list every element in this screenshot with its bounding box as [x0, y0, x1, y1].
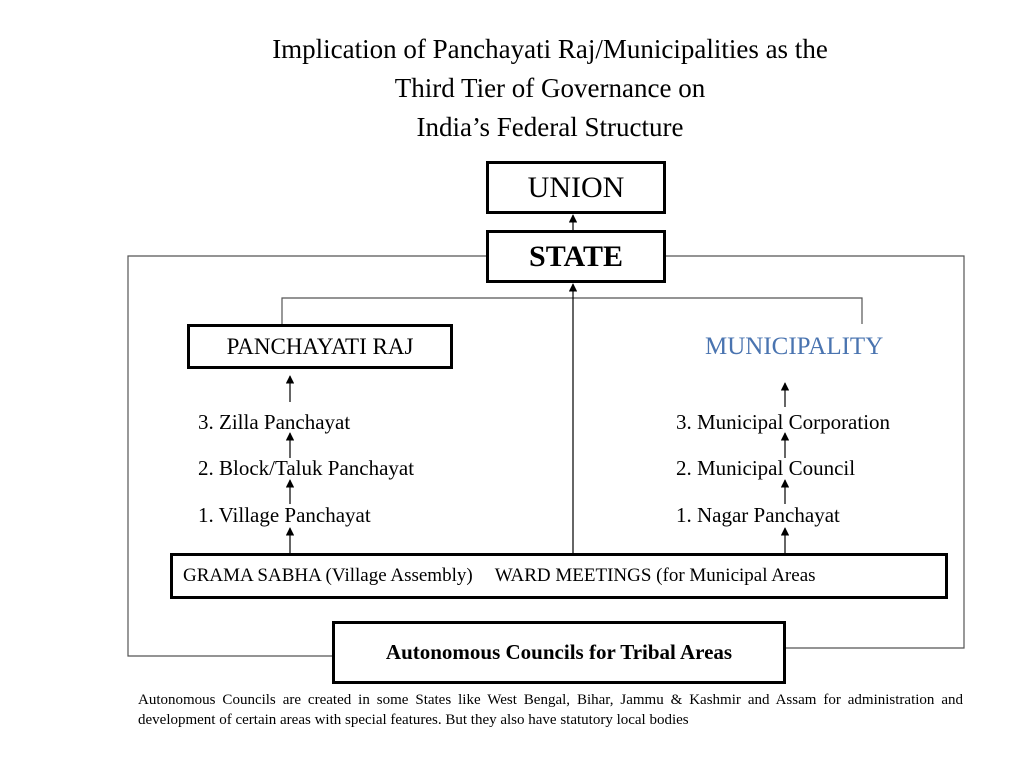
municipality-label: MUNICIPALITY [705, 333, 884, 360]
title-line-1: Implication of Panchayati Raj/Municipalities as the [272, 34, 828, 64]
village-panchayat-label: 1. Village Panchayat [198, 503, 371, 527]
ward-meetings-label: WARD MEETINGS (for Municipal Areas [494, 565, 816, 586]
panchayati-raj-box: PANCHAYATI RAJ [187, 324, 453, 369]
tribal-councils-box: Autonomous Councils for Tribal Areas [332, 621, 786, 684]
assembly-box [170, 553, 948, 599]
footnote: Autonomous Councils are created in some States like West Bengal, Bihar, Jammu & Kashmir and Assam for administration and development of certain areas with special features. But they also have statutory local bodies [138, 692, 963, 728]
municipal-corporation-label: 3. Municipal Corporation [676, 410, 891, 434]
zilla-panchayat-label: 3. Zilla Panchayat [198, 410, 351, 434]
title-line-2: Third Tier of Governance on [394, 73, 706, 103]
nagar-panchayat-label: 1. Nagar Panchayat [676, 503, 840, 527]
grama-sabha-label: GRAMA SABHA (Village Assembly) [183, 565, 473, 586]
title-line-3: India’s Federal Structure [416, 112, 684, 142]
branch-connector [282, 298, 862, 324]
union-box: UNION [486, 161, 666, 214]
block-panchayat-label: 2. Block/Taluk Panchayat [198, 456, 415, 480]
municipal-council-label: 2. Municipal Council [676, 456, 856, 480]
state-box: STATE [486, 230, 666, 283]
